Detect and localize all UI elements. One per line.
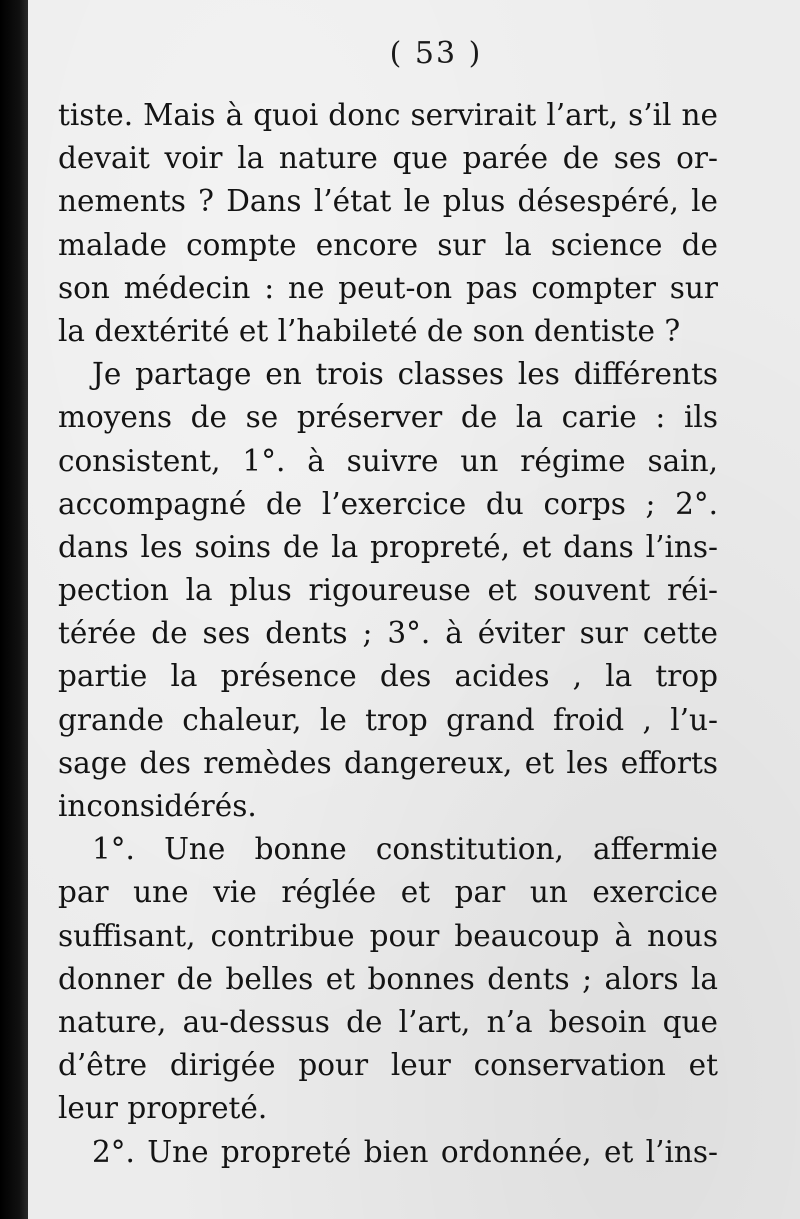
text-line: nature, au-dessus de l’art, n’a besoin que (58, 1004, 718, 1039)
text-line: devait voir la nature que parée de ses or- (58, 141, 718, 176)
book-page (28, 0, 800, 1219)
text-line: son médecin : ne peut-on pas compter sur (58, 270, 718, 305)
text-line: pection la plus rigoureuse et souvent réi- (58, 573, 718, 608)
text-line: la dextérité et l’habileté de son dentiste ? (58, 313, 681, 348)
text-line: partie la présence des acides , la trop (58, 659, 718, 694)
text-line: moyens de se préserver de la carie : ils (58, 400, 718, 435)
text-line: térée de ses dents ; 3°. à éviter sur cette (58, 616, 718, 651)
text-line: nements ? Dans l’état le plus désespéré, le (58, 184, 718, 219)
text-line: par une vie réglée et par un exercice (58, 875, 718, 910)
text-line: suffisant, contribue pour beaucoup à nous (58, 918, 718, 953)
body-text (58, 94, 718, 1174)
text-line: grande chaleur, le trop grand froid , l’u- (58, 702, 718, 737)
text-line: inconsidérés. (58, 789, 257, 823)
book-gutter (0, 0, 28, 1219)
text-line: 2°. Une propreté bien ordonnée, et l’ins- (92, 1134, 718, 1169)
text-line: donner de belles et bonnes dents ; alors la (58, 961, 718, 996)
text-line: malade compte encore sur la science de (58, 227, 718, 262)
text-line: leur propreté. (58, 1091, 268, 1126)
text-line: Je partage en trois classes les différents (92, 357, 718, 392)
text-line: sage des remèdes dangereux, et les efforts (58, 745, 718, 780)
text-line: tiste. Mais à quoi donc servirait l’art, s’il ne (58, 98, 718, 132)
page-number: ( 53 ) (389, 36, 483, 71)
text-line: consistent, 1°. à suivre un régime sain, (58, 443, 718, 478)
text-line: 1°. Une bonne constitution, affermie (92, 832, 718, 867)
text-line: accompagné de l’exercice du corps ; 2°. (58, 486, 718, 521)
text-line: d’être dirigée pour leur conservation et (58, 1048, 718, 1083)
text-line: dans les soins de la propreté, et dans l’ins- (58, 529, 718, 564)
